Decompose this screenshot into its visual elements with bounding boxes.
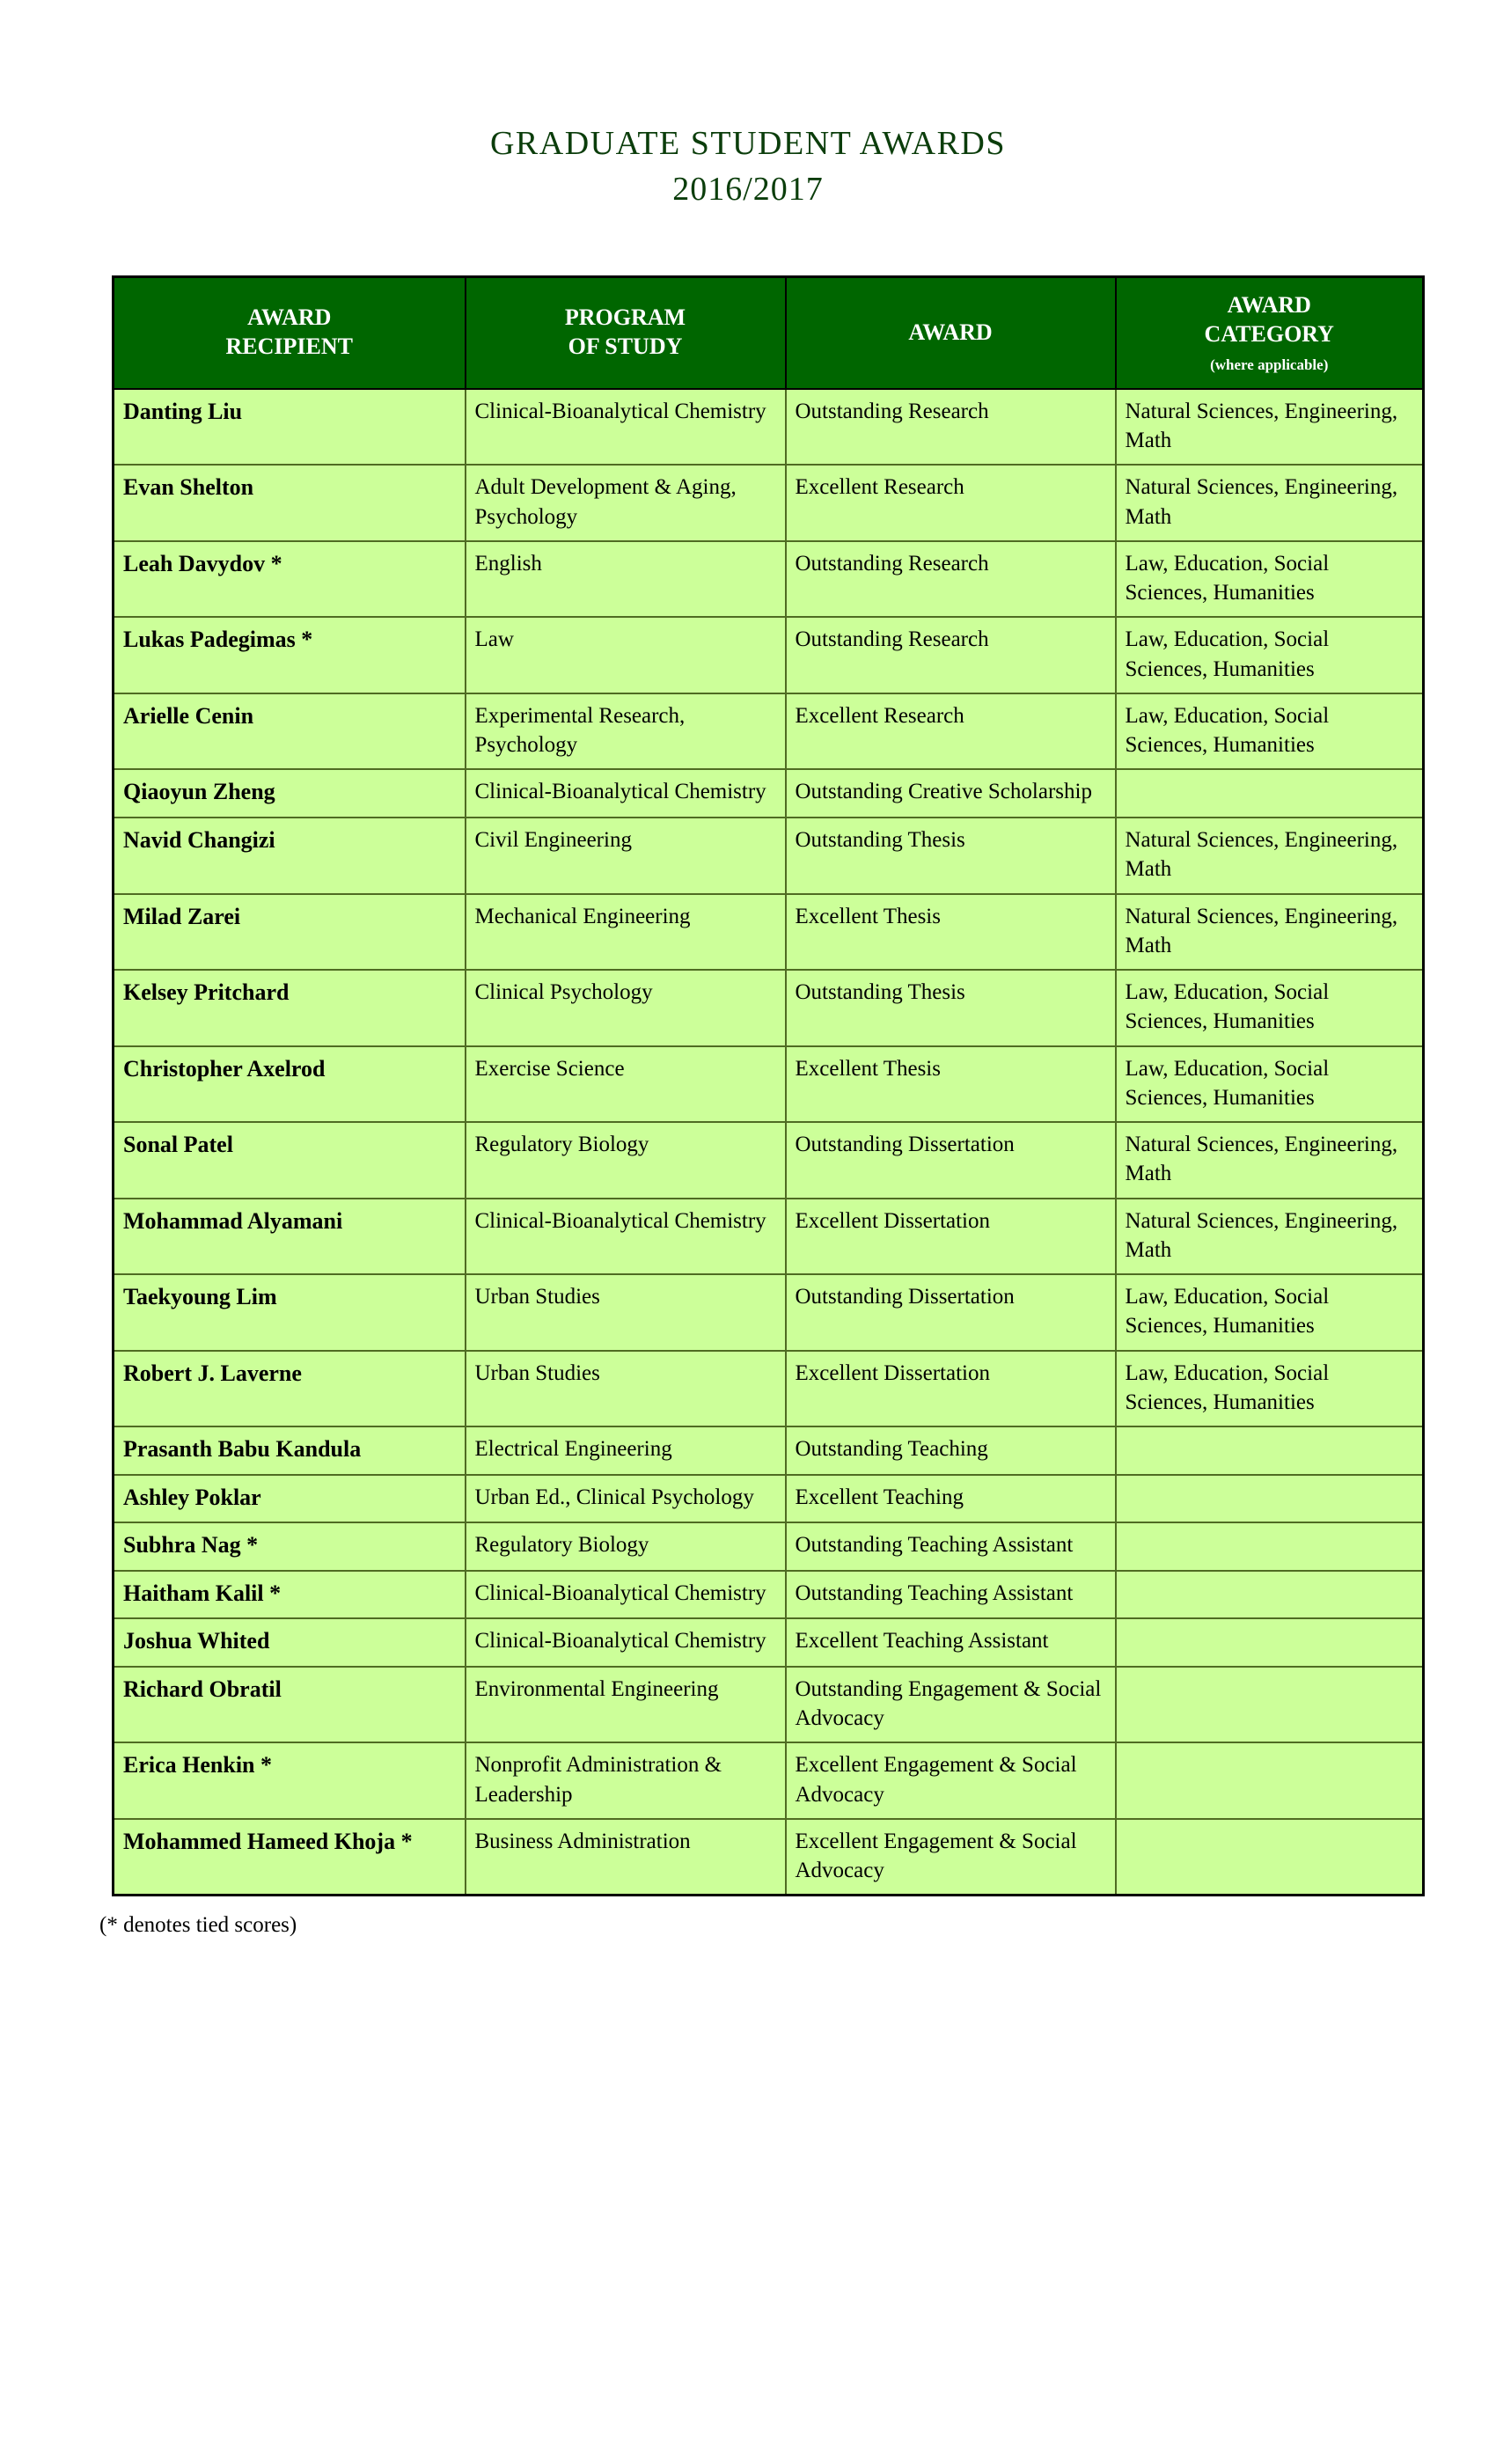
cell-award: Outstanding Dissertation [786,1122,1116,1199]
cell-award: Excellent Research [786,693,1116,770]
cell-program-of-study: Business Administration [466,1819,786,1896]
cell-award: Excellent Thesis [786,894,1116,971]
column-header-line1: AWARD [1227,292,1311,318]
table-row [114,1618,1424,1667]
cell-program-of-study: Experimental Research, Psychology [466,693,786,770]
table-row [114,1199,1424,1275]
table-row [114,1046,1424,1123]
cell-award-category: Natural Sciences, Engineering, Math [1116,465,1424,541]
cell-program-of-study: Urban Studies [466,1351,786,1427]
cell-award: Excellent Research [786,465,1116,541]
cell-program-of-study: Clinical-Bioanalytical Chemistry [466,1199,786,1275]
cell-award-category: Natural Sciences, Engineering, Math [1116,1199,1424,1275]
column-header-line2: CATEGORY [1204,321,1334,348]
cell-award-category: Law, Education, Social Sciences, Humanities [1116,970,1424,1046]
cell-award-recipient: Navid Changizi [114,818,466,894]
table-row [114,541,1424,618]
table-row [114,769,1424,818]
document-title-block [0,0,1496,210]
cell-award: Excellent Thesis [786,1046,1116,1123]
cell-award-recipient: Sonal Patel [114,1122,466,1199]
cell-award-recipient: Milad Zarei [114,894,466,971]
cell-program-of-study: Clinical-Bioanalytical Chemistry [466,1571,786,1619]
cell-award-recipient: Arielle Cenin [114,693,466,770]
table-row [114,1274,1424,1351]
cell-award-category: Natural Sciences, Engineering, Math [1116,894,1424,971]
table-body [114,389,1424,1896]
cell-award-category: Law, Education, Social Sciences, Humanities [1116,617,1424,693]
column-header-award-recipient [114,277,466,389]
cell-award-recipient: Evan Shelton [114,465,466,541]
cell-award-recipient: Subhra Nag * [114,1522,466,1571]
table-row [114,894,1424,971]
cell-program-of-study: English [466,541,786,618]
cell-award: Excellent Engagement & Social Advocacy [786,1742,1116,1819]
cell-award-category [1116,769,1424,818]
table-footnote: (* denotes tied scores) [99,1913,297,1937]
cell-award: Outstanding Dissertation [786,1274,1116,1351]
cell-award: Outstanding Research [786,617,1116,693]
table-row [114,1571,1424,1619]
cell-award-category: Natural Sciences, Engineering, Math [1116,389,1424,466]
cell-program-of-study: Environmental Engineering [466,1667,786,1743]
cell-award-category: Natural Sciences, Engineering, Math [1116,818,1424,894]
cell-award-category [1116,1667,1424,1743]
column-header-subtext: (where applicable) [1210,356,1329,373]
cell-award-recipient: Christopher Axelrod [114,1046,466,1123]
column-header-line1: PROGRAM [564,304,686,331]
table-row [114,1522,1424,1571]
cell-award: Outstanding Research [786,389,1116,466]
cell-award-category: Law, Education, Social Sciences, Humanities [1116,1351,1424,1427]
cell-award: Outstanding Research [786,541,1116,618]
cell-award: Excellent Dissertation [786,1199,1116,1275]
awards-table-container [112,275,1422,1896]
cell-award: Outstanding Teaching Assistant [786,1522,1116,1571]
page-subtitle-academic-year: 2016/2017 [672,170,824,208]
cell-award-recipient: Qiaoyun Zheng [114,769,466,818]
cell-program-of-study: Electrical Engineering [466,1426,786,1475]
table-row [114,818,1424,894]
cell-award-category [1116,1475,1424,1523]
cell-program-of-study: Urban Ed., Clinical Psychology [466,1475,786,1523]
column-header-award [786,277,1116,389]
cell-award-recipient: Mohammed Hameed Khoja * [114,1819,466,1896]
table-row [114,1742,1424,1819]
cell-award-category [1116,1742,1424,1819]
cell-award-recipient: Leah Davydov * [114,541,466,618]
column-header-line2: RECIPIENT [225,334,353,360]
cell-award-category [1116,1571,1424,1619]
table-header [114,277,1424,389]
cell-award: Outstanding Creative Scholarship [786,769,1116,818]
cell-award-recipient: Richard Obratil [114,1667,466,1743]
table-row [114,1351,1424,1427]
table-row [114,389,1424,466]
cell-award-recipient: Erica Henkin * [114,1742,466,1819]
cell-program-of-study: Urban Studies [466,1274,786,1351]
cell-award-recipient: Joshua Whited [114,1618,466,1667]
cell-award-category [1116,1426,1424,1475]
table-row [114,617,1424,693]
cell-program-of-study: Clinical-Bioanalytical Chemistry [466,389,786,466]
cell-program-of-study: Exercise Science [466,1046,786,1123]
cell-program-of-study: Civil Engineering [466,818,786,894]
cell-program-of-study: Clinical-Bioanalytical Chemistry [466,1618,786,1667]
cell-award-recipient: Taekyoung Lim [114,1274,466,1351]
table-header-row [114,277,1424,389]
cell-award-recipient: Haitham Kalil * [114,1571,466,1619]
cell-award-category [1116,1819,1424,1896]
cell-program-of-study: Clinical Psychology [466,970,786,1046]
cell-program-of-study: Regulatory Biology [466,1122,786,1199]
cell-award-recipient: Ashley Poklar [114,1475,466,1523]
cell-program-of-study: Adult Development & Aging, Psychology [466,465,786,541]
cell-award-recipient: Mohammad Alyamani [114,1199,466,1275]
column-header-line2: OF STUDY [568,334,683,360]
cell-award: Excellent Teaching Assistant [786,1618,1116,1667]
cell-award-category: Law, Education, Social Sciences, Humanities [1116,541,1424,618]
cell-award-category: Natural Sciences, Engineering, Math [1116,1122,1424,1199]
cell-award-category [1116,1522,1424,1571]
column-header-program-of-study [466,277,786,389]
cell-program-of-study: Law [466,617,786,693]
cell-award: Excellent Engagement & Social Advocacy [786,1819,1116,1896]
cell-award-recipient: Lukas Padegimas * [114,617,466,693]
column-header-line1: AWARD [247,304,332,331]
page-title: GRADUATE STUDENT AWARDS [489,125,1006,162]
cell-award: Excellent Teaching [786,1475,1116,1523]
cell-award: Excellent Dissertation [786,1351,1116,1427]
cell-award-recipient: Robert J. Laverne [114,1351,466,1427]
cell-program-of-study: Mechanical Engineering [466,894,786,971]
cell-award: Outstanding Teaching [786,1426,1116,1475]
cell-award-category [1116,1618,1424,1667]
cell-program-of-study: Nonprofit Administration & Leadership [466,1742,786,1819]
cell-award: Outstanding Engagement & Social Advocacy [786,1667,1116,1743]
table-row [114,1475,1424,1523]
table-row [114,465,1424,541]
table-row [114,1426,1424,1475]
cell-award: Outstanding Thesis [786,970,1116,1046]
cell-program-of-study: Regulatory Biology [466,1522,786,1571]
cell-program-of-study: Clinical-Bioanalytical Chemistry [466,769,786,818]
cell-award-category: Law, Education, Social Sciences, Humanities [1116,1046,1424,1123]
table-row [114,1667,1424,1743]
awards-table [112,275,1425,1896]
column-header-line1: AWARD [908,319,993,345]
cell-award-recipient: Danting Liu [114,389,466,466]
cell-award: Outstanding Teaching Assistant [786,1571,1116,1619]
table-row [114,693,1424,770]
table-row [114,1819,1424,1896]
cell-award-category: Law, Education, Social Sciences, Humanities [1116,693,1424,770]
table-row [114,970,1424,1046]
cell-award-category: Law, Education, Social Sciences, Humanities [1116,1274,1424,1351]
table-row [114,1122,1424,1199]
column-header-award-category [1116,277,1424,389]
cell-award-recipient: Kelsey Pritchard [114,970,466,1046]
cell-award-recipient: Prasanth Babu Kandula [114,1426,466,1475]
cell-award: Outstanding Thesis [786,818,1116,894]
